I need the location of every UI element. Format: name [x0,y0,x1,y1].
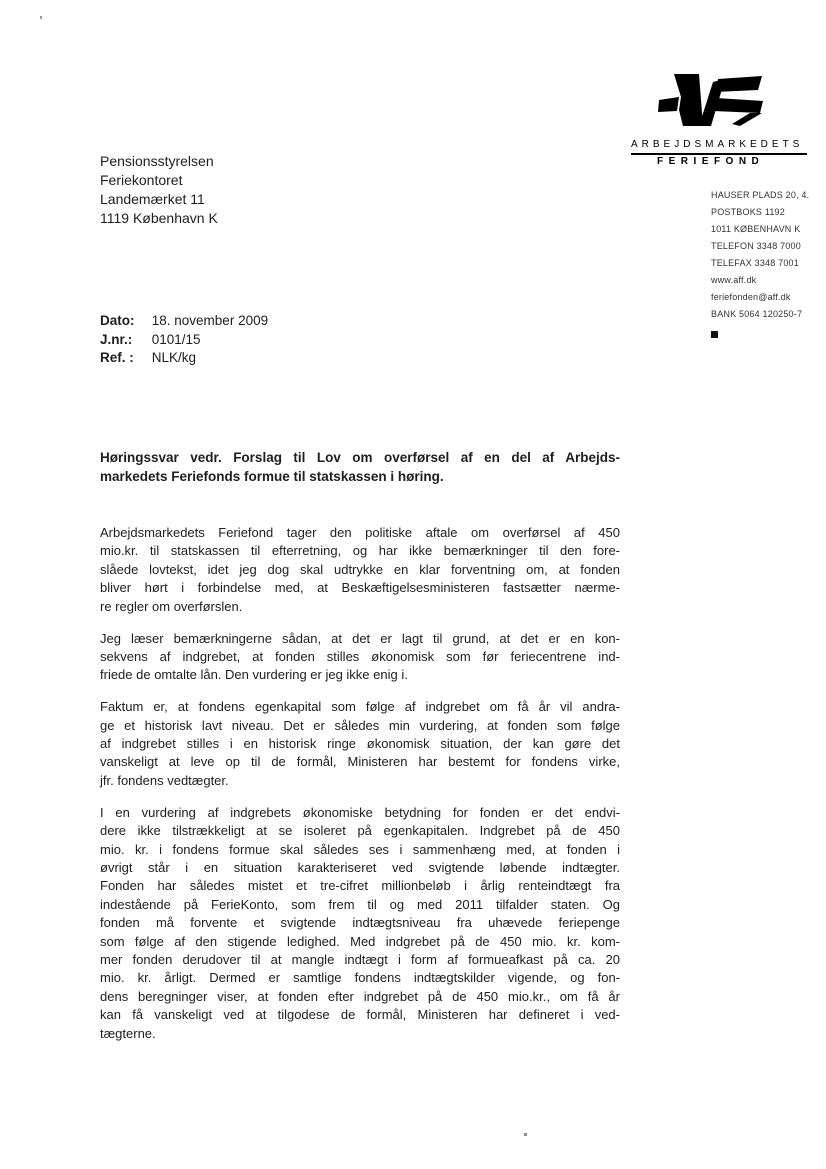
ref-label: Ref. : [100,350,134,366]
body-line: fonden må forvente et svigtende indtægtsniveau fra uhævede feriepenge [100,915,620,931]
body-paragraph [100,524,620,616]
reference-block [100,312,268,368]
recipient-address [100,152,218,228]
body-paragraph [100,698,620,790]
body-line: Arbejdsmarkedets Feriefond tager den politiske aftale om overførsel af 450 [100,525,620,540]
contact-line: HAUSER PLADS 20, 4. [711,190,810,200]
scan-artifact-dot [40,16,42,19]
body-line: mio. kr. årligt. Dermed er samtlige fondens indtægtskilder vigende, og fon- [100,970,620,986]
body-line: dere ikke tilstrækkeligt at se isoleret på egenkapitalen. Indgrebet på de 450 [100,823,620,839]
contact-line: www.aff.dk [711,275,757,285]
meta-row-dato [100,312,268,331]
body-line: vanskeligt at leve op til de formål, Ministeren har bestemt for fondens virke, [100,754,620,770]
body-line: slåede lovtekst, idet jeg dog skal udtrykke en klar forventning om, at fonden [100,561,620,577]
body-line: I en vurdering af indgrebets økonomiske betydning for fonden er det endvi- [100,804,620,820]
jnr-label: J.nr.: [100,331,133,347]
body-line: Faktum er, at fondens egenkapital som følge af indgrebet om få år vil andra- [100,699,620,715]
recipient-line: Feriekontoret [100,172,183,188]
body-line: ge et historisk lavt niveau. Det er således min vurdering, at fonden som følge [100,717,620,733]
body-line: bliver hørt i forbindelse med, at Beskæftigelsesministeren fastsætter nærme- [100,580,620,596]
contact-line: feriefonden@aff.dk [711,292,791,302]
body-line: indestående på FerieKonto, som frem til og med 2011 tilfalder staten. Og [100,896,620,912]
body-line: friede de omtalte lån. Den vurdering er jeg ikke enig i. [100,667,408,683]
body-line: øvrigt står i en situation karakteriseret ved svigtende løbende indtægter. [100,860,620,875]
body-line: re regler om overførslen. [100,598,243,614]
body-line: dens beregninger viser, at fonden efter indgrebet på de 450 mio.kr., om få år [100,988,620,1004]
black-square-marker [711,331,718,338]
subject-line: Høringssvar vedr. Forslag til Lov om overførsel af en del af Arbejds- [100,450,620,465]
dato-value: 18. november 2009 [151,313,269,328]
body-line: jfr. fondens vedtægter. [100,772,229,788]
contact-line: BANK 5064 120250-7 [711,309,803,319]
body-paragraph [100,804,620,1043]
body-paragraph [100,630,620,685]
body-line: tægterne. [100,1025,156,1041]
body-line: som følge af den stigende ledighed. Med indgrebet på de 450 mio. kr. kom- [100,933,620,949]
body-line: sekvens af indgrebet, at fonden stilles økonomisk som før feriecentrene ind- [100,648,620,664]
contact-line: 1011 KØBENHAVN K [711,224,801,234]
body-line: mer fonden derudover til at mangle indtægt i form af formueafkast på ca. 20 [100,952,620,968]
jnr-value: 0101/15 [151,331,201,347]
contact-line: POSTBOKS 1192 [711,207,785,217]
contact-block [711,187,809,323]
meta-row-jnr [100,331,268,350]
scan-artifact-dot [524,1133,527,1136]
logo-org-sub: FERIEFOND [657,156,765,167]
recipient-line: 1119 København K [100,210,218,226]
dato-label: Dato: [100,313,135,328]
body-line: kan få vanskeligt ved at tilgodese de formål, Ministeren har defineret i ved- [100,1007,620,1023]
body-line: mio.kr. til statskassen til efterretning, og har ikke bemærkninger til den fore- [100,543,620,559]
recipient-line: Pensionsstyrelsen [100,153,214,169]
contact-line: TELEFON 3348 7000 [711,241,801,251]
contact-line: TELEFAX 3348 7001 [711,258,799,268]
body-line: mio. kr. i fondens formue skal således ses i sammenhæng med, at fonden i [100,841,620,857]
subject-line: markedets Feriefonds formue til statskassen i høring. [100,469,444,485]
body-line: Fonden har således mistet et tre-cifret millionbeløb i årlig renteindtægt fra [100,878,620,894]
letter-body [100,524,620,1057]
recipient-line: Landemærket 11 [100,191,205,207]
af-logo-icon [658,72,764,126]
ref-value: NLK/kg [151,350,197,366]
body-line: Jeg læser bemærkningerne sådan, at det er lagt til grund, at det er en kon- [100,630,620,646]
body-line: af indgrebet stilles i en historisk ringe økonomisk situation, der kan gøre det [100,736,620,752]
subject-heading [100,448,620,486]
meta-row-ref [100,349,268,368]
logo-org-name: ARBEJDSMARKEDETS [631,139,807,155]
